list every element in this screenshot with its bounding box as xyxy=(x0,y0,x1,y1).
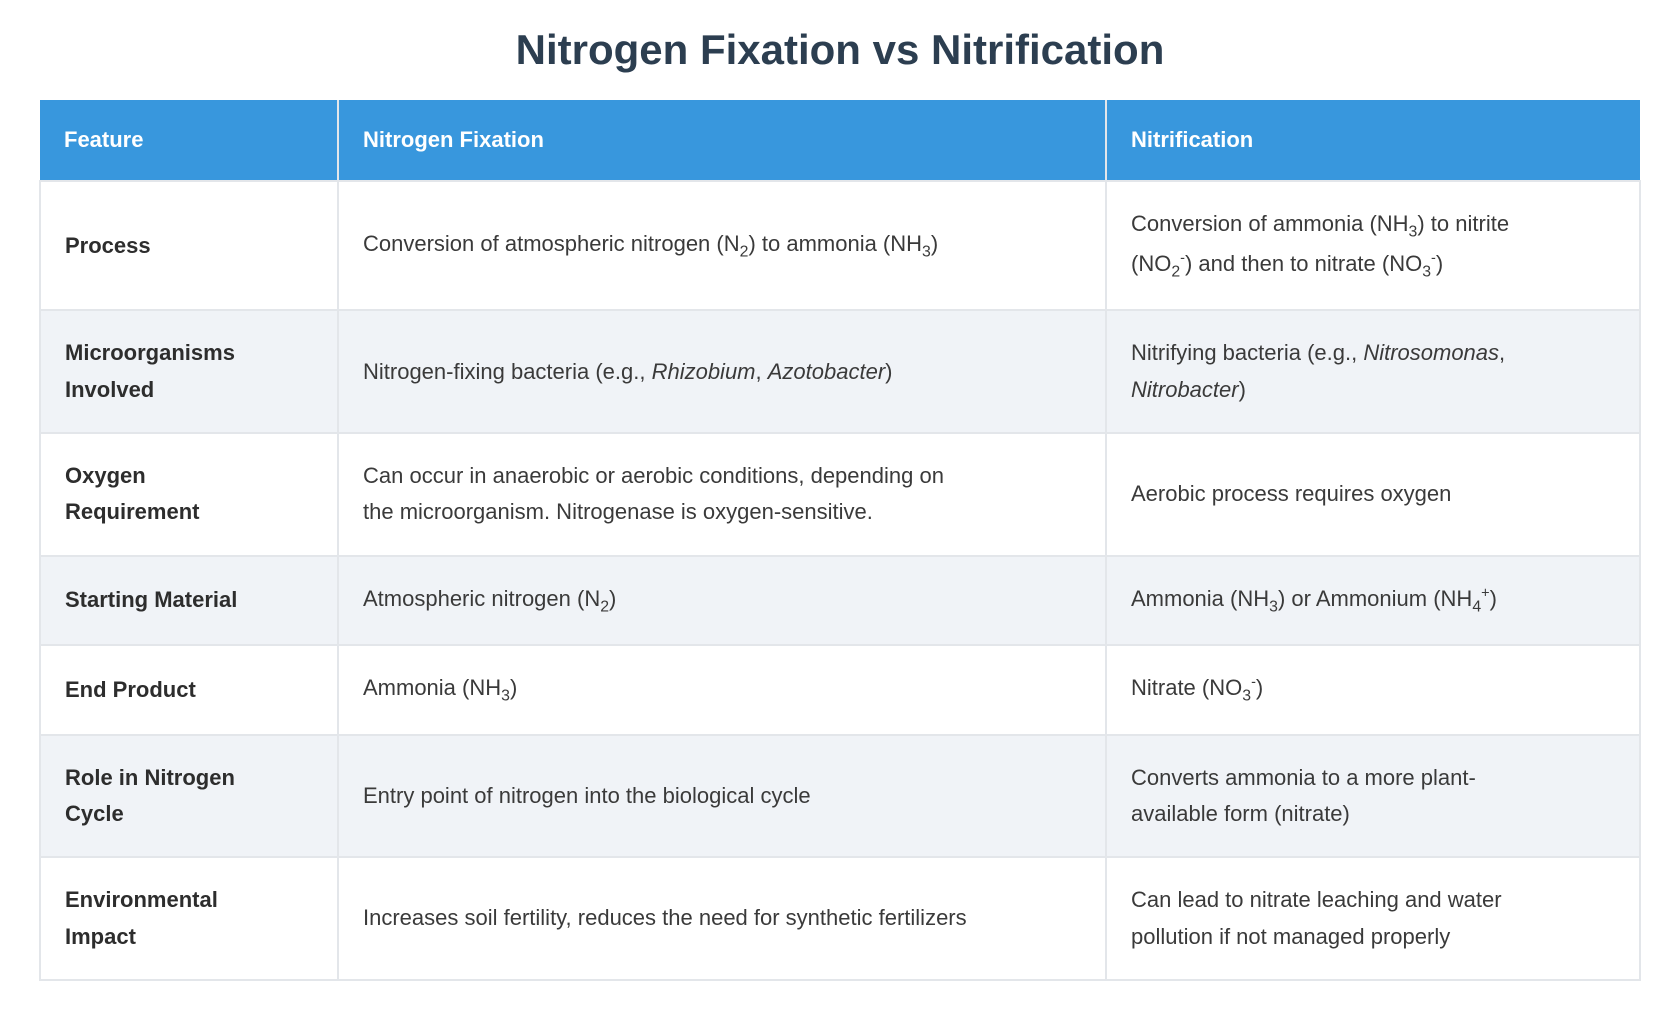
nitrification-cell: Nitrifying bacteria (e.g., Nitrosomonas, Nitrobacter) xyxy=(1106,310,1640,433)
nitrogen-fixation-cell: Atmospheric nitrogen $(N_2)$ xyxy=(338,556,1106,646)
nitrogen-fixation-cell: Ammonia $(NH_3)$ xyxy=(338,645,1106,735)
feature-cell: Microorganisms Involved xyxy=(40,310,338,433)
feature-cell: Role in Nitrogen Cycle xyxy=(40,735,338,858)
comparison-table xyxy=(39,100,1641,981)
nitrification-cell: Can lead to nitrate leaching and water pollution if not managed properly xyxy=(1106,857,1640,980)
nitrogen-fixation-cell: Increases soil fertility, reduces the need for synthetic fertilizers xyxy=(338,857,1106,980)
page-title: Nitrogen Fixation vs Nitrification xyxy=(515,26,1165,73)
nitrogen-fixation-cell: Conversion of atmospheric nitrogen $(N_2)$ to ammonia $(NH_3)$ xyxy=(338,181,1106,310)
column-header-nitrification: Nitrification xyxy=(1106,100,1640,181)
nitrification-cell: Converts ammonia to a more plant-available form (nitrate) xyxy=(1106,735,1640,858)
header-row xyxy=(40,100,1640,181)
feature-cell: Starting Material xyxy=(40,556,338,646)
nitrification-cell: Conversion of ammonia $(NH_3)$ to nitrite $(NO_2^-)$ and then to nitrate $(NO_3^-)$ xyxy=(1106,181,1640,310)
table-row-process xyxy=(40,181,1640,310)
nitrogen-fixation-cell: Can occur in anaerobic or aerobic conditions, depending on the microorganism. Nitrogenase is oxygen-sensitive. xyxy=(338,433,1106,556)
feature-cell: Oxygen Requirement xyxy=(40,433,338,556)
nitrification-cell: Ammonia $(NH_3)$ or Ammonium $(NH_4^+)$ xyxy=(1106,556,1640,646)
nitrification-cell: Aerobic process requires oxygen xyxy=(1106,433,1640,556)
table-row-end-product xyxy=(40,645,1640,735)
table-row-starting-material xyxy=(40,556,1640,646)
nitrification-cell: Nitrate $(NO_3^-)$ xyxy=(1106,645,1640,735)
table-row-microorganisms xyxy=(40,310,1640,433)
feature-cell: End Product xyxy=(40,645,338,735)
table-row-oxygen-requirement xyxy=(40,433,1640,556)
nitrogen-fixation-cell: Entry point of nitrogen into the biological cycle xyxy=(338,735,1106,858)
column-header-nitrogen-fixation: Nitrogen Fixation xyxy=(338,100,1106,181)
column-header-feature: Feature xyxy=(40,100,338,181)
feature-cell: Environmental Impact xyxy=(40,857,338,980)
nitrogen-fixation-cell: Nitrogen-fixing bacteria (e.g., Rhizobium, Azotobacter) xyxy=(338,310,1106,433)
table-row-environmental-impact xyxy=(40,857,1640,980)
table-row-role-in-nitrogen-cycle xyxy=(40,735,1640,858)
feature-cell: Process xyxy=(40,181,338,310)
